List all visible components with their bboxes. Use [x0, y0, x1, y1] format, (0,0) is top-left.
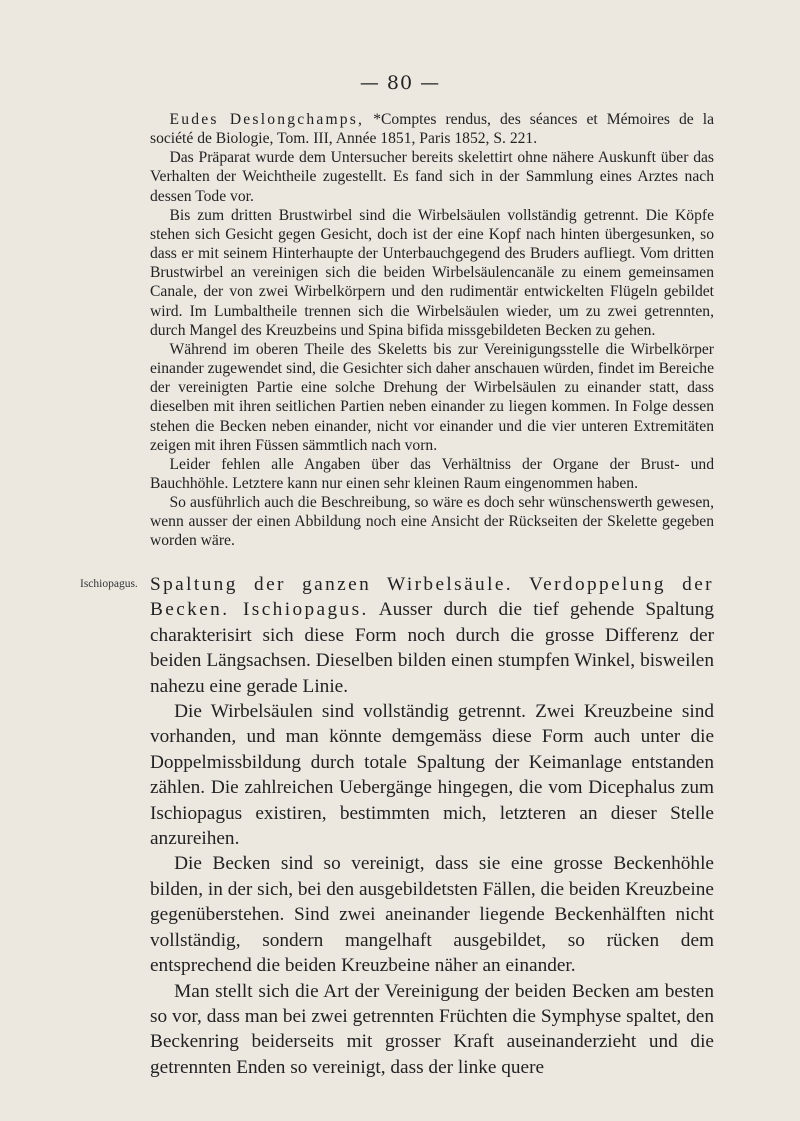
main-paragraph: Man stellt sich die Art der Vereinigung der beiden Becken am besten so vor, dass man bei zwei getrennten Früchten die Symphyse spaltet, den Beckenring beiderseits mit grosser Kraft auseinanderzieht und die getrennten Enden so vereinigt, dass der linke quere [150, 980, 714, 1078]
citation-paragraph [150, 110, 714, 148]
small-paragraph: Leider fehlen alle Angaben über das Verhältniss der Organe der Brust- und Bauchhöhle. Letztere kann nur einen sehr kleinen Raum eingenommen haben. [150, 455, 714, 492]
citation-rest: *Comptes rendus, des séances et Mémoires de la société de Biologie, Tom. III, Année 1851, Paris 1852, S. 221. [150, 111, 715, 148]
main-paragraph: Die Becken sind so vereinigt, dass sie eine grosse Beckenhöhle bilden, in der sich, bei den ausgebildetsten Fällen, die beiden Kreuzbeine gegenüberstehen. Sind zwei aneinander liegende Beckenhälften nicht vollständig, sondern mangelhaft ausgebildet, so rücken dem entsprechend die beiden Kreuzbeine näher an einander. [150, 853, 714, 977]
small-paragraph: Das Präparat wurde dem Untersucher bereits skelettirt ohne nähere Auskunft über das Verhalten der Weichtheile zugestellt. Es fand sich in der Sammlung eines Arztes nach dessen Tode vor. [150, 149, 714, 205]
margin-note: Ischiopagus. [80, 578, 138, 590]
small-paragraph: So ausführlich auch die Beschreibung, so wäre es doch sehr wünschenswerth gewesen, wenn ausser der einen Abbildung noch eine Ansicht der Rückseiten der Skelette gegeben worden wäre. [150, 494, 714, 550]
small-print-block [150, 110, 714, 551]
section-heading: Spaltung der ganzen Wirbelsäule. Verdoppelung der Becken. Ischiopagus. [150, 574, 714, 621]
section-heading-rest: Ausser durch die tief gehende Spaltung charakterisirt sich diese Form noch durch die grosse Differenz der beiden Längsachsen. Dieselben bilden einen stumpfen Winkel, bisweilen nahezu eine gerade Linie. [150, 599, 714, 697]
section-heading-paragraph [150, 572, 714, 699]
main-paragraph: Die Wirbelsäulen sind vollständig getrennt. Zwei Kreuzbeine sind vorhanden, und man könnte demgemäss diese Form auch unter die Doppelmissbildung durch totale Spaltung der Keimanlage entstanden zählen. Die zahlreichen Uebergänge hingegen, die vom Dicephalus zum Ischiopagus existiren, bestimmten mich, letzteren an dieser Stelle anzureihen. [150, 701, 714, 850]
small-paragraph: Bis zum dritten Brustwirbel sind die Wirbelsäulen vollständig getrennt. Die Köpfe stehen sich Gesicht gegen Gesicht, doch ist der eine Kopf nach hinten übergesunken, so dass er mit seinem Hinterhaupte der Unterbauchgegend des Bruders aufliegt. Vom dritten Brustwirbel an vereinigen sich die beiden Wirbelsäulencanäle zu einem gemeinsamen Canale, der von zwei Wirbelkörpern und den rudimentär entwickelten Flügeln gebildet wird. Im Lumbaltheile trennen sich die Wirbelsäulen wieder, um zu zwei getrennten, durch Mangel des Kreuzbeins und Spina bifida missgebildeten Becken zu gehen. [150, 206, 714, 339]
page-number: — 80 — [359, 72, 441, 94]
small-paragraph: Während im oberen Theile des Skeletts bis zur Vereinigungsstelle die Wirbelkörper einander zugewendet sind, die Gesichter sich daher anschauen würden, findet im Bereiche der vereinigten Partie eine solche Drehung der Wirbelsäulen zu einander statt, dass dieselben mit ihren seitlichen Partien neben einander zu liegen kommen. In Folge dessen stehen die Becken neben einander, nicht vor einander und die vier unteren Extremitäten zeigen mit ihren Füssen sämmtlich nach vorn. [150, 340, 714, 454]
citation-author: Eudes Deslongchamps, [169, 111, 365, 128]
main-text-block [150, 572, 714, 1080]
